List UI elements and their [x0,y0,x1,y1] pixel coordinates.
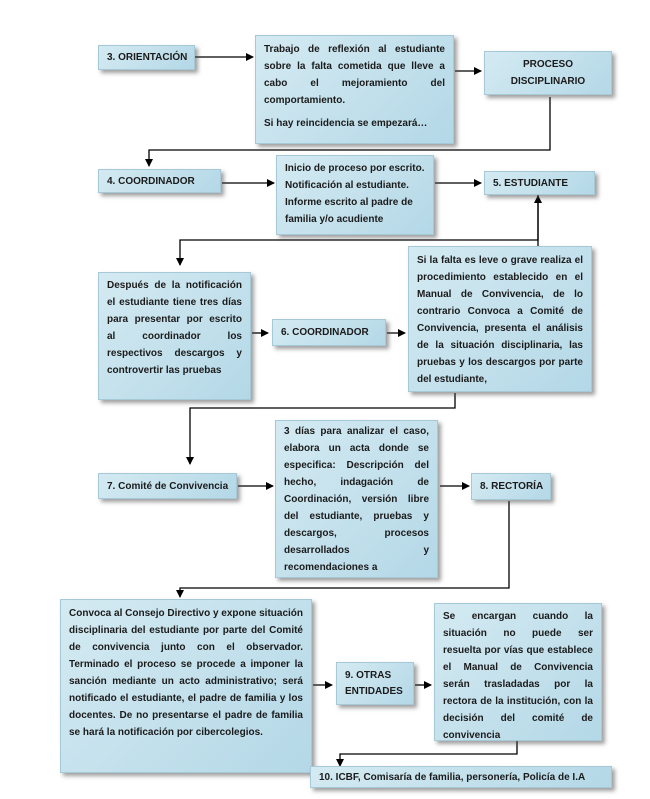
node-proceso-disciplinario [484,51,612,95]
node-trabajo-reflexion [255,35,454,144]
node-orientacion-label: 3. ORIENTACIÓN [107,52,188,63]
node-estudiante-5 [484,171,595,195]
trabajo-reflexion-text: Trabajo de reflexión al estudiante sobre la falta cometida que lleve a cabo el mejoramiento del comportamiento. [264,44,445,106]
falta-leve-grave-text: Si la falta es leve o grave realiza el procedimiento establecido en el Manual de Convivencia, de lo contrario Convoca a Comité de Convivencia, presenta el análisis de la situación disciplinaria, las pruebas y los descargos por parte del estudiante, [417,255,583,385]
arrow-se-encargan-to-icbf [340,741,517,766]
node-entidades-10 [310,766,612,788]
node-coordinador-4 [98,169,221,193]
coordinador-6-label: 6. COORDINADOR [281,327,369,338]
node-otras-entidades-9 [336,662,414,705]
coordinador-4-label: 4. COORDINADOR [107,175,195,187]
node-inicio-proceso [276,155,434,235]
node-convoca-consejo [60,599,312,773]
otras-entidades-9-label: 9. OTRAS ENTIDADES [345,669,403,697]
comite-7-label: 7. Comité de Convivencia [107,480,229,492]
node-coordinador-6 [272,319,386,346]
node-se-encargan [434,603,602,741]
inicio-proceso-text: Inicio de proceso por escrito. Notificación al estudiante. Informe escrito al padre de familia y/o acudiente [285,163,425,225]
node-falta-leve-grave [408,246,592,392]
node-despues-notificacion [98,272,251,400]
node-rectoria-8 [471,473,551,500]
node-orientacion [98,45,195,70]
node-tres-dias [275,420,438,578]
estudiante-5-label: 5. ESTUDIANTE [493,177,569,189]
se-encargan-text: Se encargan cuando la situación no puede ser resuelta por vías que establece el Manual de Convivencia serán trasladadas por la rectora de la institución, con la decisión del comité de convivencia [443,611,593,741]
reincidencia-text: Si hay reincidencia se empezará… [264,118,428,129]
proceso-disciplinario-label: PROCESO DISCIPLINARIO [510,59,586,87]
entidades-10-label: 10. ICBF, Comisaría de familia, personería, Policía de I.A [319,771,586,783]
convoca-consejo-text: Convoca al Consejo Directivo y expone situación disciplinaria del estudiante por parte del Comité de convivencia junto con el observador. Terminado el proceso se procede a imponer la sanción mediante un acto administrativo; será notificado el estudiante, el padre de familia y los docentes. De no presentarse el padre de familia se hará la notificación por cibercolegios. [69,608,303,738]
despues-notificacion-text: Después de la notificación el estudiante tiene tres días para presentar por escrito al coordinador los respectivos descargos y controvertir las pruebas [107,280,242,376]
rectoria-8-label: 8. RECTORÍA [480,481,544,492]
node-comite-7 [98,473,237,499]
tres-dias-text: 3 días para analizar el caso, elabora un acta donde se especifica: Descripción del hecho, indagación de Coordinación, versión libre del estudiante, pruebas y descargos, procesos desarrollados y recomendaciones a [284,426,429,573]
